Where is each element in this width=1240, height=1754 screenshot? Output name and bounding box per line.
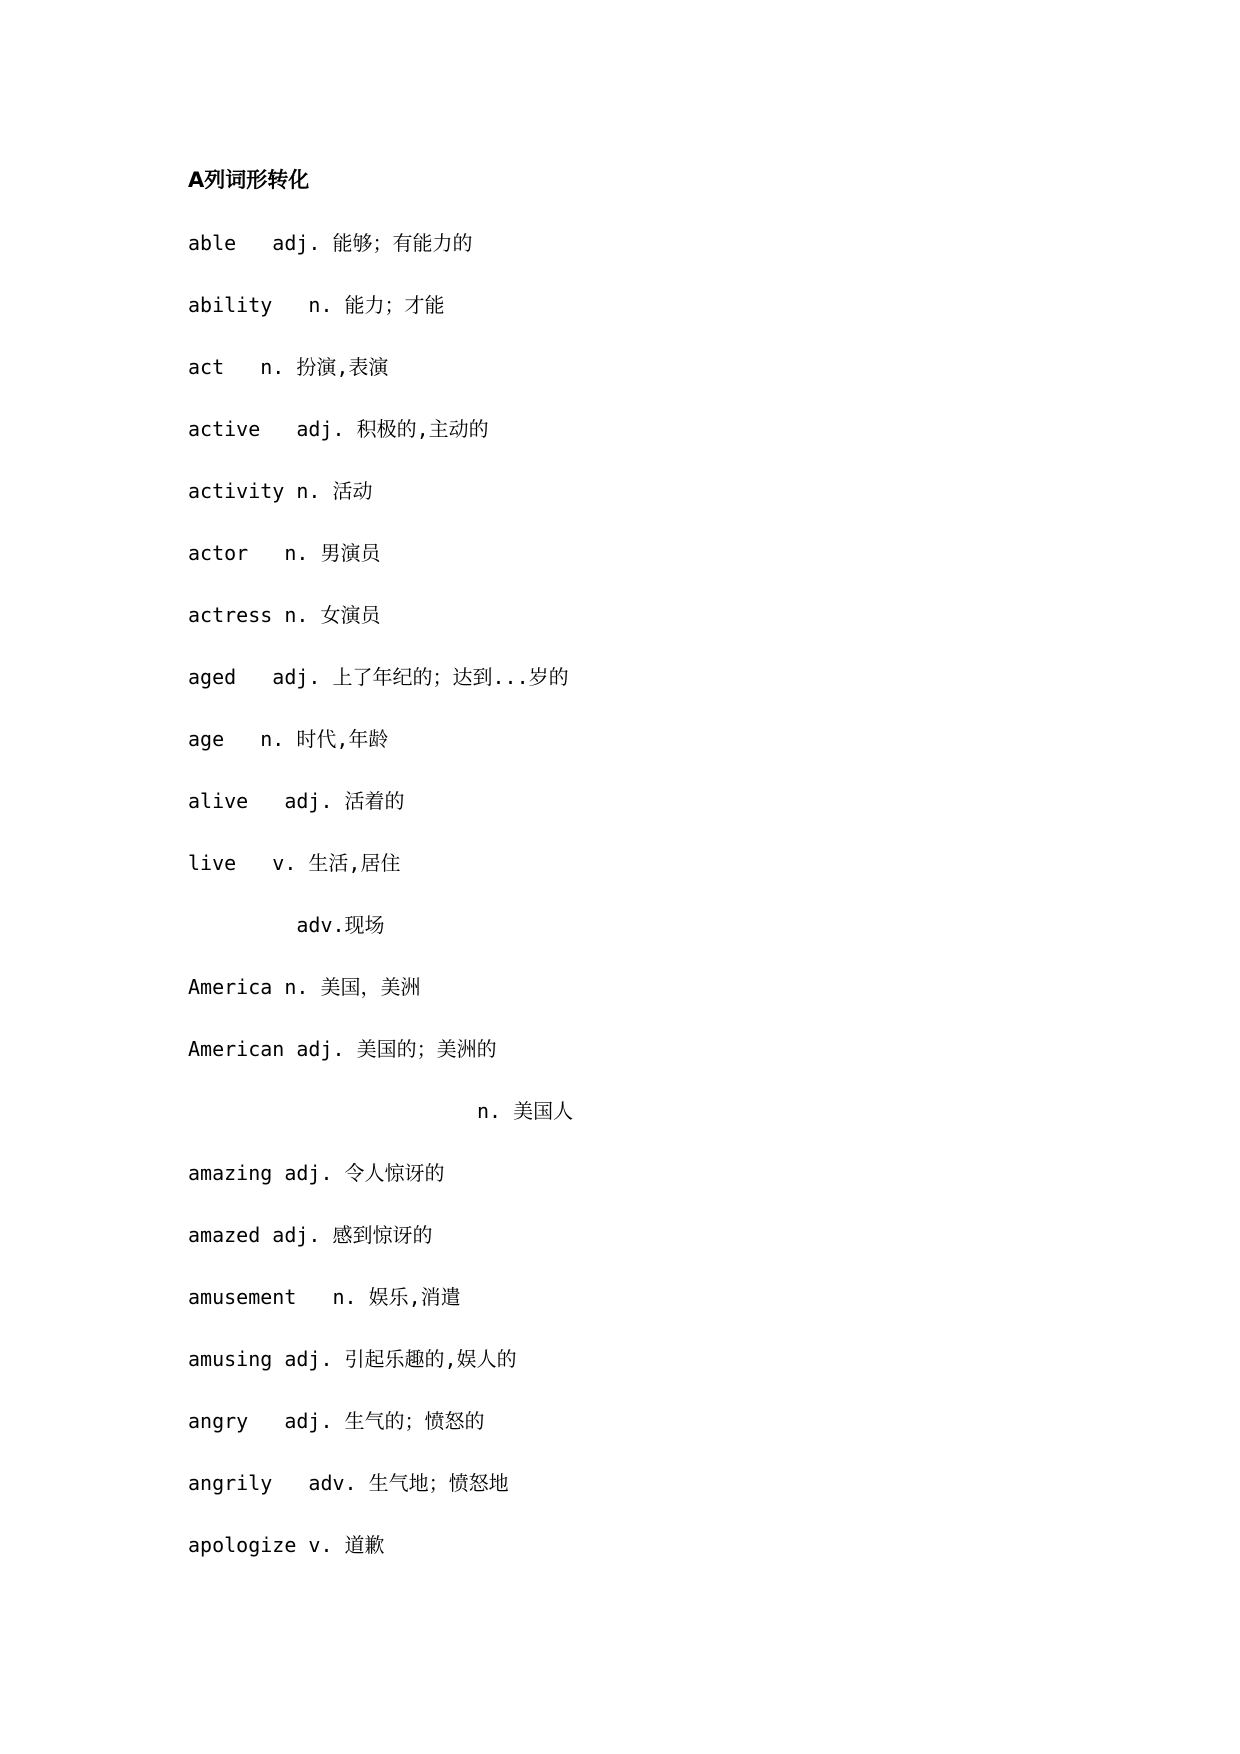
vocabulary-entry: actor n. 男演员 [188,541,381,565]
vocabulary-entry: America n. 美国，美洲 [188,975,421,999]
vocabulary-entry: live v. 生活,居住 [188,851,401,875]
vocabulary-entry: amusing adj. 引起乐趣的,娱人的 [188,1347,517,1371]
vocabulary-entry: active adj. 积极的,主动的 [188,417,489,441]
vocabulary-entry: American adj. 美国的；美洲的 [188,1037,497,1061]
vocabulary-entry: angrily adv. 生气地；愤怒地 [188,1471,509,1495]
vocabulary-entry: aged adj. 上了年纪的；达到...岁的 [188,665,569,689]
vocabulary-entry: apologize v. 道歉 [188,1533,385,1557]
vocabulary-entry: amazing adj. 令人惊讶的 [188,1161,445,1185]
vocabulary-entry: alive adj. 活着的 [188,789,405,813]
vocabulary-entry: actress n. 女演员 [188,603,381,627]
vocabulary-entry: angry adj. 生气的；愤怒的 [188,1409,485,1433]
vocabulary-entry: ability n. 能力；才能 [188,293,445,317]
vocabulary-entry-continuation: adv.现场 [188,913,385,937]
vocabulary-entry: amusement n. 娱乐,消遣 [188,1285,461,1309]
vocabulary-entry: age n. 时代,年龄 [188,727,389,751]
vocabulary-entry-continuation: n. 美国人 [188,1099,574,1123]
page-title: A列词形转化 [188,168,310,192]
vocabulary-list [188,229,1188,1593]
vocabulary-entry: act n. 扮演,表演 [188,355,389,379]
vocabulary-entry: activity n. 活动 [188,479,373,503]
vocabulary-entry: amazed adj. 感到惊讶的 [188,1223,433,1247]
vocabulary-entry: able adj. 能够；有能力的 [188,231,473,255]
